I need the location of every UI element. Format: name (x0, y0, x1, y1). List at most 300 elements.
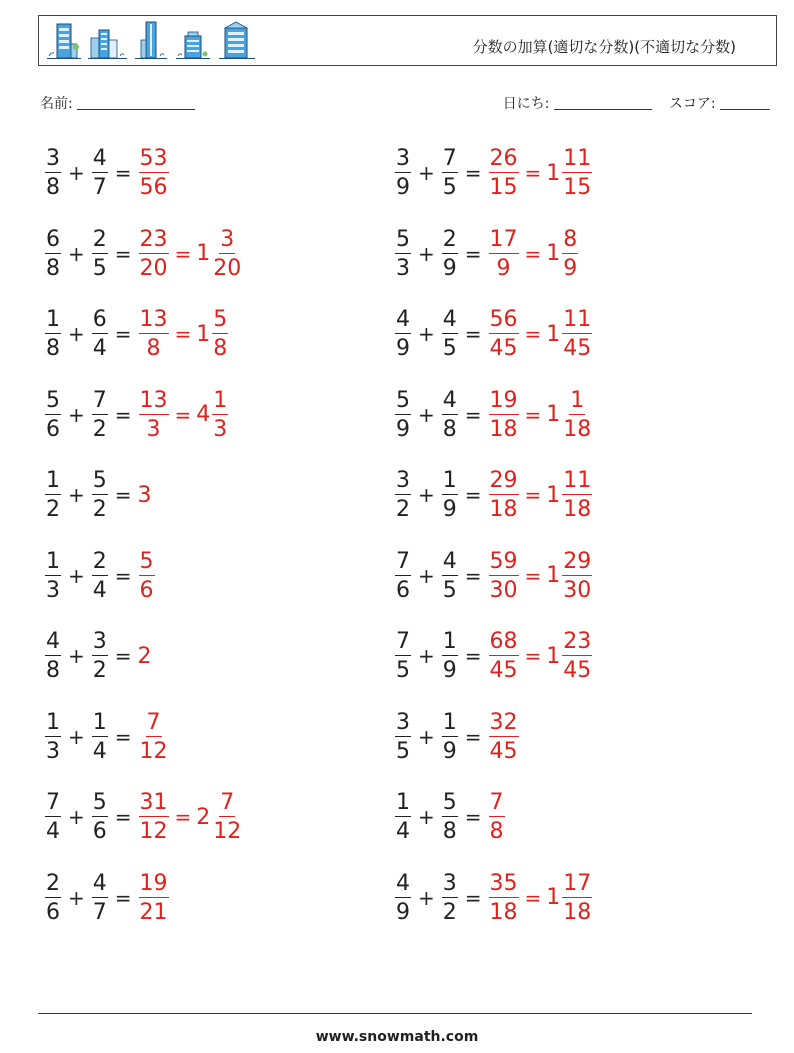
denominator: 18 (489, 899, 518, 925)
numerator: 7 (146, 709, 161, 735)
equals-sign: = (114, 161, 132, 185)
addend-fraction (441, 871, 459, 925)
numerator: 4 (442, 387, 457, 413)
denominator: 9 (442, 738, 457, 764)
plus-sign: + (418, 402, 435, 427)
plus-sign: + (418, 805, 435, 829)
plus-sign: + (68, 483, 85, 507)
equals-sign: = (524, 241, 542, 266)
score-label: スコア: (668, 96, 716, 112)
denominator: 8 (46, 658, 60, 683)
problem-item (44, 138, 170, 208)
equals-sign: = (114, 402, 132, 427)
answer-fraction (488, 307, 520, 361)
denominator: 18 (563, 899, 592, 925)
answer-fraction (488, 871, 520, 925)
numerator: 1 (213, 387, 228, 413)
denominator: 2 (46, 497, 60, 522)
mixed-whole: 1 (546, 563, 561, 588)
numerator: 5 (139, 548, 154, 574)
denominator: 8 (489, 819, 504, 844)
problem-item (394, 380, 593, 450)
denominator: 9 (396, 899, 410, 925)
numerator: 2 (92, 226, 107, 252)
plus-sign: + (68, 563, 85, 588)
addend-fraction (91, 790, 109, 844)
answer (138, 710, 170, 764)
answer (488, 388, 594, 442)
addend-fraction (44, 227, 62, 281)
answer (488, 629, 594, 683)
denominator: 5 (396, 658, 410, 683)
addend-fraction (91, 227, 109, 281)
answer (488, 146, 594, 200)
denominator: 8 (46, 175, 60, 200)
denominator: 9 (496, 255, 511, 281)
numerator: 68 (489, 629, 518, 654)
equals-sign: = (464, 483, 482, 507)
denominator: 30 (563, 577, 592, 603)
mixed-fraction (211, 307, 229, 361)
denominator: 3 (46, 577, 60, 603)
equals-sign: = (464, 241, 482, 266)
mixed-whole: 1 (546, 321, 561, 347)
denominator: 18 (489, 497, 518, 522)
denominator: 9 (396, 175, 410, 200)
name-label: 名前: (40, 96, 73, 112)
addend-fraction (91, 468, 109, 522)
numerator: 1 (442, 468, 457, 493)
numerator: 1 (570, 387, 585, 413)
numerator: 59 (489, 548, 518, 574)
numerator: 5 (92, 790, 107, 815)
denominator: 5 (92, 255, 107, 281)
mixed-fraction (211, 388, 229, 442)
denominator: 18 (489, 416, 518, 442)
numerator: 5 (396, 387, 410, 413)
denominator: 6 (46, 416, 60, 442)
denominator: 2 (92, 497, 107, 522)
addend-fraction (394, 227, 412, 281)
addend-fraction (441, 549, 459, 603)
denominator: 3 (396, 255, 410, 281)
numerator: 3 (92, 629, 107, 654)
denominator: 4 (396, 819, 410, 844)
plus-sign: + (68, 644, 85, 668)
addend-fraction (91, 307, 109, 361)
mixed-fraction (561, 871, 593, 925)
numerator: 7 (489, 790, 504, 815)
mixed-fraction (561, 388, 593, 442)
numerator: 17 (563, 870, 592, 896)
equals-sign: = (114, 644, 132, 668)
answer (138, 227, 244, 281)
plus-sign: + (418, 161, 435, 185)
equals-sign: = (174, 402, 192, 427)
plus-sign: + (68, 805, 85, 829)
equals-sign: = (464, 644, 482, 668)
numerator: 31 (139, 790, 168, 815)
denominator: 8 (442, 819, 457, 844)
numerator: 8 (563, 226, 578, 252)
equals-sign: = (464, 724, 482, 749)
denominator: 45 (489, 336, 518, 361)
denominator: 9 (442, 255, 457, 281)
numerator: 2 (442, 226, 457, 252)
equals-sign: = (464, 322, 482, 346)
mixed-fraction (211, 790, 243, 844)
mixed-whole: 4 (196, 402, 211, 427)
problem-item (44, 299, 229, 369)
numerator: 7 (396, 548, 410, 574)
mixed-whole: 1 (546, 160, 561, 186)
mixed-fraction (561, 549, 593, 603)
equals-sign: = (114, 483, 132, 507)
addend-fraction (394, 307, 412, 361)
denominator: 5 (396, 738, 410, 764)
equals-sign: = (114, 885, 132, 910)
mixed-whole: 2 (196, 804, 211, 830)
denominator: 8 (213, 336, 228, 361)
equals-sign: = (524, 483, 542, 507)
equals-sign: = (174, 322, 192, 346)
numerator: 17 (489, 226, 518, 252)
mixed-whole: 1 (546, 643, 561, 669)
numerator: 5 (396, 226, 410, 252)
problem-item (44, 219, 243, 289)
denominator: 6 (139, 577, 154, 603)
numerator: 32 (489, 709, 518, 735)
equals-sign: = (464, 161, 482, 185)
numerator: 4 (46, 629, 60, 654)
plus-sign: + (418, 644, 435, 668)
addend-fraction (91, 629, 109, 683)
plus-sign: + (418, 241, 435, 266)
mixed-fraction (561, 307, 593, 361)
denominator: 2 (396, 497, 410, 522)
numerator: 3 (46, 146, 60, 171)
numerator: 29 (563, 548, 592, 574)
answer (138, 790, 244, 844)
denominator: 15 (563, 175, 592, 200)
answer-fraction (138, 146, 170, 200)
problem-item (44, 460, 153, 530)
addend-fraction (91, 388, 109, 442)
numerator: 1 (46, 468, 60, 493)
answer (488, 227, 580, 281)
equals-sign: = (174, 805, 192, 829)
plus-sign: + (68, 402, 85, 427)
denominator: 9 (563, 255, 578, 281)
denominator: 18 (563, 497, 592, 522)
numerator: 4 (396, 870, 410, 896)
problem-item (44, 541, 156, 611)
mixed-whole: 1 (546, 482, 561, 508)
answer (138, 549, 156, 603)
equals-sign: = (174, 241, 192, 266)
equals-sign: = (524, 885, 542, 910)
addend-fraction (44, 146, 62, 200)
denominator: 4 (92, 577, 107, 603)
denominator: 6 (46, 899, 60, 925)
equals-sign: = (524, 322, 542, 346)
problem-item (394, 299, 593, 369)
problem-item (394, 782, 506, 852)
plus-sign: + (68, 724, 85, 749)
plus-sign: + (68, 322, 85, 346)
addend-fraction (441, 307, 459, 361)
problem-item (394, 541, 593, 611)
numerator: 11 (563, 146, 592, 171)
denominator: 56 (139, 175, 168, 200)
addend-fraction (91, 146, 109, 200)
addend-fraction (394, 710, 412, 764)
numerator: 13 (139, 387, 168, 413)
numerator: 3 (442, 870, 457, 896)
equals-sign: = (114, 724, 132, 749)
answer-fraction (488, 629, 520, 683)
answer-fraction (488, 146, 520, 200)
denominator: 5 (442, 336, 457, 361)
numerator: 1 (442, 629, 457, 654)
equals-sign: = (114, 241, 132, 266)
addend-fraction (394, 790, 412, 844)
mixed-whole: 1 (196, 241, 211, 266)
addend-fraction (441, 710, 459, 764)
equals-sign: = (114, 322, 132, 346)
denominator: 6 (92, 819, 107, 844)
answer-fraction (488, 227, 520, 281)
answer-fraction (138, 710, 170, 764)
addend-fraction (44, 468, 62, 522)
numerator: 1 (442, 709, 457, 735)
addend-fraction (91, 710, 109, 764)
addend-fraction (441, 468, 459, 522)
plus-sign: + (418, 563, 435, 588)
denominator: 15 (489, 175, 518, 200)
denominator: 5 (442, 577, 457, 603)
problem-item (44, 702, 170, 772)
answer-whole: 2 (137, 643, 152, 669)
numerator: 53 (139, 146, 168, 171)
addend-fraction (44, 388, 62, 442)
denominator: 9 (442, 658, 457, 683)
denominator: 9 (442, 497, 457, 522)
problem-item (394, 460, 593, 530)
addend-fraction (394, 146, 412, 200)
addend-fraction (44, 790, 62, 844)
equals-sign: = (524, 161, 542, 185)
equals-sign: = (464, 402, 482, 427)
mixed-whole: 1 (546, 885, 561, 910)
footer-divider (38, 1013, 752, 1014)
addend-fraction (44, 307, 62, 361)
denominator: 4 (46, 819, 60, 844)
answer-fraction (488, 388, 520, 442)
denominator: 20 (213, 255, 242, 281)
addend-fraction (44, 629, 62, 683)
equals-sign: = (464, 885, 482, 910)
numerator: 23 (139, 226, 168, 252)
addend-fraction (441, 146, 459, 200)
problem-item (44, 782, 243, 852)
denominator: 45 (563, 336, 592, 361)
answer (138, 483, 153, 508)
mixed-fraction (561, 227, 579, 281)
answer-fraction (138, 549, 156, 603)
denominator: 8 (46, 255, 60, 281)
answer (138, 871, 170, 925)
answer (488, 790, 506, 844)
addend-fraction (91, 871, 109, 925)
addend-fraction (44, 871, 62, 925)
equals-sign: = (114, 563, 132, 588)
addend-fraction (394, 549, 412, 603)
plus-sign: + (68, 161, 85, 185)
denominator: 20 (139, 255, 168, 281)
numerator: 7 (442, 146, 457, 171)
problem-item (44, 380, 229, 450)
denominator: 4 (92, 738, 107, 764)
answer (138, 644, 153, 669)
numerator: 4 (442, 548, 457, 574)
numerator: 3 (396, 468, 410, 493)
answer-whole: 3 (137, 482, 152, 508)
addend-fraction (394, 871, 412, 925)
problem-item (394, 219, 579, 289)
answer (488, 307, 594, 361)
denominator: 2 (442, 899, 457, 925)
answer-fraction (138, 388, 170, 442)
numerator: 7 (396, 629, 410, 654)
equals-sign: = (464, 805, 482, 829)
mixed-fraction (561, 629, 593, 683)
numerator: 1 (46, 709, 60, 735)
footer-site: www.snowmath.com (315, 1029, 479, 1045)
mixed-fraction (211, 227, 243, 281)
numerator: 3 (396, 709, 410, 735)
numerator: 29 (489, 468, 518, 493)
answer (488, 468, 594, 522)
denominator: 5 (442, 175, 457, 200)
denominator: 3 (146, 416, 161, 442)
plus-sign: + (418, 322, 435, 346)
mixed-whole: 1 (196, 321, 211, 347)
numerator: 35 (489, 870, 518, 896)
mixed-whole: 1 (546, 402, 561, 427)
addend-fraction (91, 549, 109, 603)
answer (138, 388, 230, 442)
answer (488, 710, 520, 764)
problem-item (394, 138, 593, 208)
denominator: 8 (46, 336, 60, 361)
denominator: 45 (489, 658, 518, 683)
denominator: 3 (46, 738, 60, 764)
plus-sign: + (418, 885, 435, 910)
answer (138, 146, 170, 200)
denominator: 30 (489, 577, 518, 603)
numerator: 4 (442, 307, 457, 332)
plus-sign: + (68, 241, 85, 266)
denominator: 18 (563, 416, 592, 442)
numerator: 4 (92, 146, 107, 171)
answer-fraction (488, 790, 506, 844)
problem-item (44, 863, 170, 933)
denominator: 9 (396, 336, 410, 361)
mixed-fraction (561, 468, 593, 522)
denominator: 3 (213, 416, 228, 442)
numerator: 19 (139, 870, 168, 896)
numerator: 13 (139, 307, 168, 332)
problem-item (394, 863, 593, 933)
answer-fraction (138, 307, 170, 361)
addend-fraction (394, 629, 412, 683)
denominator: 12 (213, 819, 242, 844)
plus-sign: + (418, 724, 435, 749)
numerator: 6 (92, 307, 107, 332)
problem-item (394, 621, 593, 691)
equals-sign: = (524, 402, 542, 427)
addend-fraction (441, 629, 459, 683)
denominator: 7 (92, 899, 107, 925)
denominator: 12 (139, 819, 168, 844)
addend-fraction (441, 227, 459, 281)
equals-sign: = (464, 563, 482, 588)
numerator: 23 (563, 629, 592, 654)
problem-item (44, 621, 153, 691)
denominator: 8 (146, 336, 161, 361)
numerator: 4 (396, 307, 410, 332)
denominator: 4 (92, 336, 107, 361)
numerator: 4 (92, 870, 107, 896)
answer (138, 307, 230, 361)
answer-fraction (488, 468, 520, 522)
addend-fraction (441, 388, 459, 442)
date-label: 日にち: (502, 96, 550, 112)
numerator: 1 (46, 548, 60, 574)
denominator: 2 (92, 658, 107, 683)
plus-sign: + (418, 483, 435, 507)
addend-fraction (394, 388, 412, 442)
equals-sign: = (524, 563, 542, 588)
numerator: 3 (220, 226, 235, 252)
numerator: 5 (46, 387, 60, 413)
numerator: 7 (92, 387, 107, 413)
numerator: 1 (396, 790, 410, 815)
numerator: 19 (489, 387, 518, 413)
numerator: 7 (46, 790, 60, 815)
addend-fraction (441, 790, 459, 844)
denominator: 12 (139, 738, 168, 764)
plus-sign: + (68, 885, 85, 910)
numerator: 2 (46, 870, 60, 896)
numerator: 11 (563, 307, 592, 332)
denominator: 6 (396, 577, 410, 603)
numerator: 6 (46, 226, 60, 252)
numerator: 3 (396, 146, 410, 171)
answer-fraction (138, 227, 170, 281)
denominator: 8 (442, 416, 457, 442)
numerator: 1 (92, 709, 107, 735)
numerator: 5 (92, 468, 107, 493)
numerator: 7 (220, 790, 235, 815)
numerator: 26 (489, 146, 518, 171)
mixed-whole: 1 (546, 241, 561, 266)
numerator: 2 (92, 548, 107, 574)
denominator: 45 (563, 658, 592, 683)
problem-item (394, 702, 520, 772)
numerator: 5 (442, 790, 457, 815)
